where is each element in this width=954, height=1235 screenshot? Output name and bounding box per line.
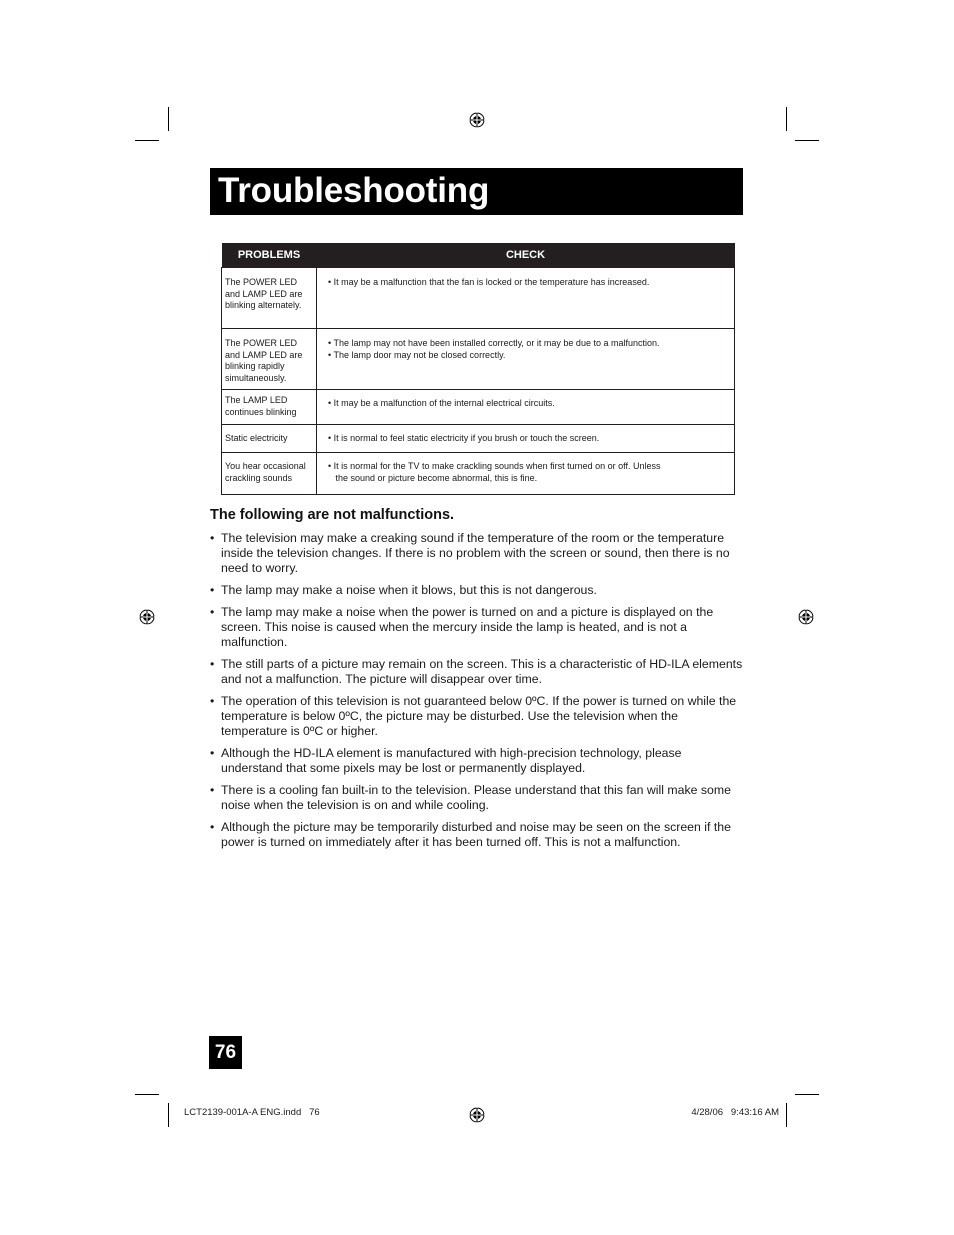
problem-cell: The LAMP LED continues blinking [222, 390, 317, 425]
list-item: • Although the picture may be temporarily disturbed and noise may be seen on the screen if the power is turned on immediately after it has been turned off. This is not a malfunction. [210, 820, 744, 850]
check-item: • The lamp may not have been installed correctly, or it may be due to a malfunction. [328, 338, 660, 348]
footer-file-text: LCT2139-001A-A ENG.indd 76 [184, 1107, 320, 1118]
list-item: • The lamp may make a noise when it blows, but this is not dangerous. [210, 583, 744, 598]
problem-cell: You hear occasional crackling sounds [222, 453, 317, 495]
troubleshooting-table [221, 243, 735, 495]
check-cell [317, 329, 735, 390]
crop-mark [168, 1103, 169, 1127]
table-row [222, 329, 735, 390]
list-item: • There is a cooling fan built-in to the television. Please understand that this fan will make some noise when the television is on and while cooling. [210, 783, 744, 813]
column-header-problems: PROBLEMS [222, 243, 317, 268]
crop-mark [135, 140, 159, 141]
title-bar [210, 168, 743, 215]
table-row [222, 390, 735, 425]
check-cell [317, 425, 735, 453]
check-cell [317, 268, 735, 329]
registration-mark-icon [469, 112, 485, 128]
check-item: the sound or picture become abnormal, this is fine. [328, 472, 538, 483]
table-row [222, 425, 735, 453]
footer-file-name [184, 1107, 320, 1118]
crop-mark [135, 1094, 159, 1095]
notes-heading: The following are not malfunctions. [210, 507, 455, 523]
check-item: • It is normal for the TV to make crackling sounds when first turned on or off. Unless [328, 461, 661, 471]
footer-timestamp-text: 4/28/06 9:43:16 AM [691, 1107, 779, 1118]
problem-cell: The POWER LED and LAMP LED are blinking rapidly simultaneously. [222, 329, 317, 390]
registration-mark-icon [798, 609, 814, 625]
check-cell [317, 453, 735, 495]
list-item: • The television may make a creaking sound if the temperature of the room or the temperature inside the television changes. If there is no problem with the screen or sound, then there is no need to worry. [210, 531, 744, 576]
crop-mark [168, 107, 169, 131]
column-header-check: CHECK [317, 243, 735, 268]
notes-list [210, 531, 744, 857]
crop-mark [795, 1094, 819, 1095]
page-title: Troubleshooting [218, 171, 490, 210]
check-item: • It may be a malfunction of the internal electrical circuits. [328, 398, 555, 408]
check-item: • The lamp door may not be closed correctly. [328, 349, 506, 360]
crop-mark [786, 107, 787, 131]
footer-timestamp [691, 1107, 779, 1118]
table-header-row [222, 243, 735, 268]
list-item: • The lamp may make a noise when the power is turned on and a picture is displayed on the screen. This noise is caused when the mercury inside the lamp is heated, and is not a malfunction. [210, 605, 744, 650]
check-item: • It may be a malfunction that the fan is locked or the temperature has increased. [328, 277, 650, 287]
list-item: • Although the HD-ILA element is manufactured with high-precision technology, please understand that some pixels may be lost or permanently displayed. [210, 746, 744, 776]
check-item: • It is normal to feel static electricity if you brush or touch the screen. [328, 433, 600, 443]
problem-cell: The POWER LED and LAMP LED are blinking alternately. [222, 268, 317, 329]
check-cell [317, 390, 735, 425]
crop-mark [795, 140, 819, 141]
table-row [222, 453, 735, 495]
page-number: 76 [209, 1036, 242, 1069]
list-item: • The still parts of a picture may remain on the screen. This is a characteristic of HD-ILA elements and not a malfunction. The picture will disappear over time. [210, 657, 744, 687]
list-item: • The operation of this television is not guaranteed below 0ºC. If the power is turned on while the temperature is below 0ºC, the picture may be disturbed. Use the television when the temperature is 0ºC or higher. [210, 694, 744, 739]
crop-mark [786, 1103, 787, 1127]
registration-mark-icon [139, 609, 155, 625]
problem-cell: Static electricity [222, 425, 317, 453]
registration-mark-icon [469, 1107, 485, 1123]
table-row [222, 268, 735, 329]
